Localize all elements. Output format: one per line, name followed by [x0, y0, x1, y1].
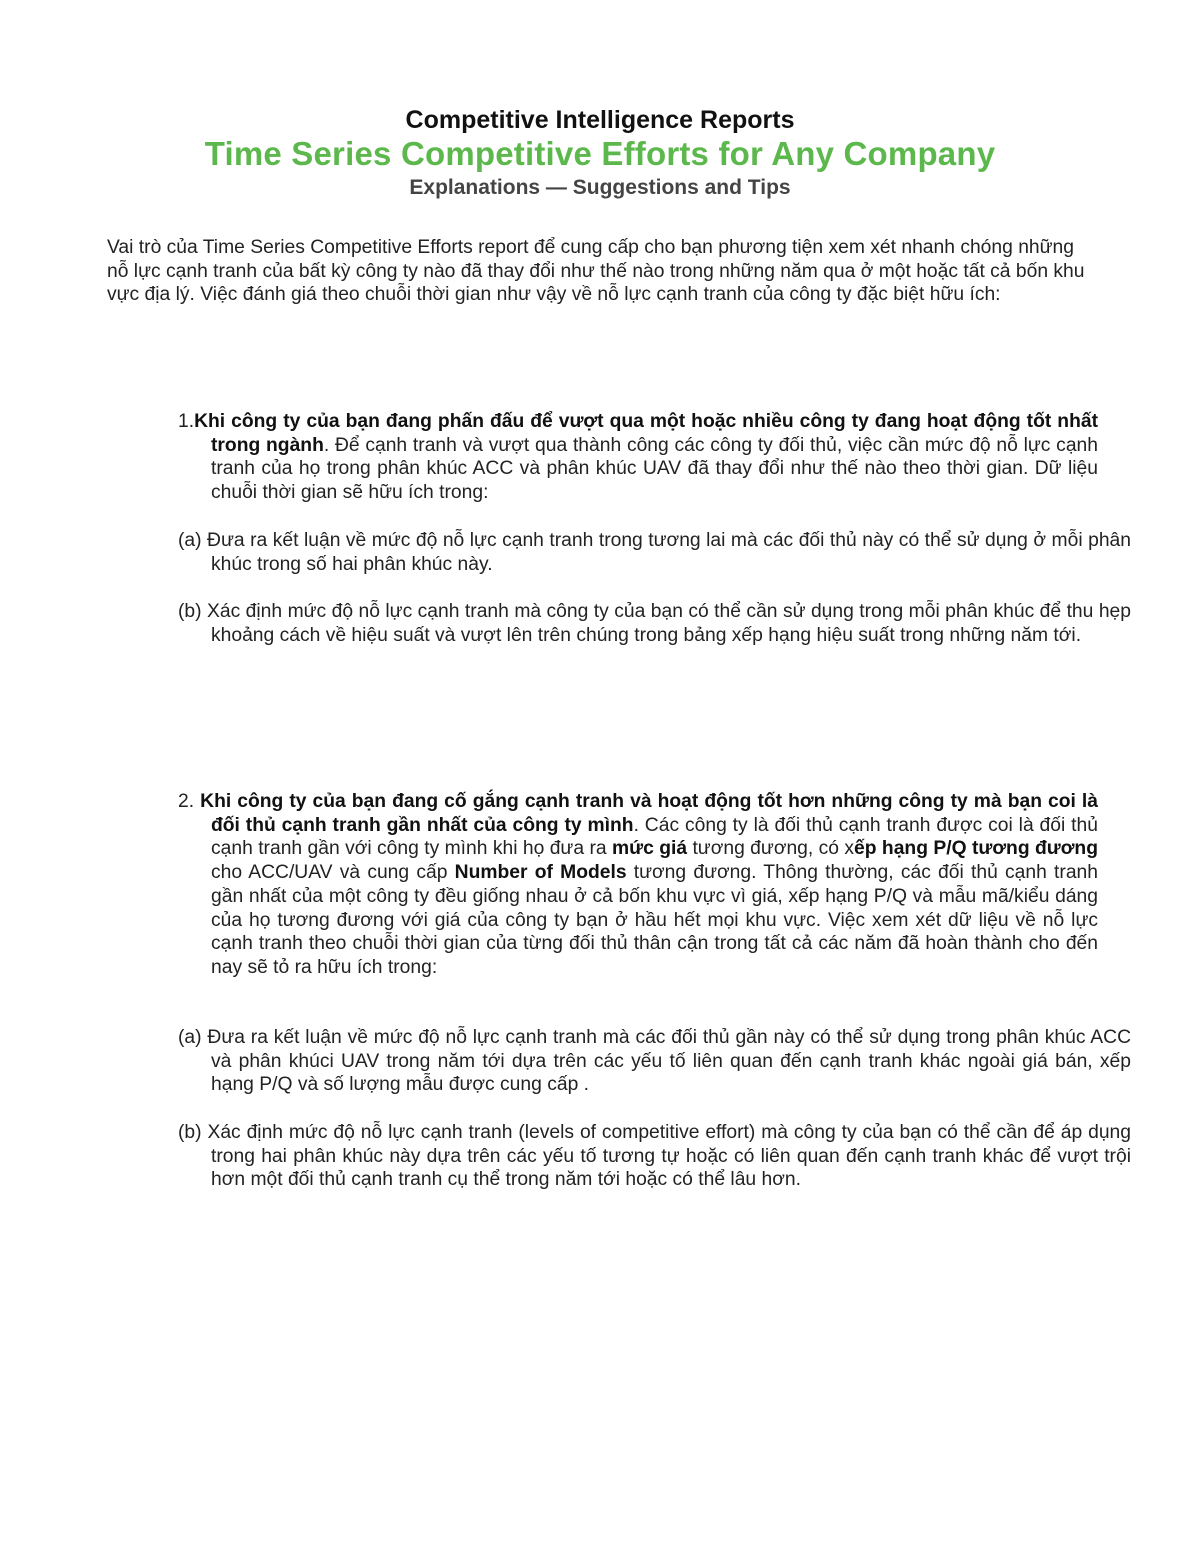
- section-2-text-3: cho ACC/UAV và cung cấp: [211, 862, 455, 884]
- report-title: Competitive Intelligence Reports: [405, 106, 795, 134]
- section-2-lead: [178, 790, 1098, 980]
- section-1-heading: Khi công ty của bạn đang phấn đấu để vượt qua một hoặc nhiều công ty đang hoạt động tốt nhất trong ngành: [194, 411, 1098, 456]
- section-2-text-1: . Các công ty là đối thủ cạnh tranh được coi là đối thủ cạnh tranh gần với công ty mình khi họ đưa ra: [211, 814, 1098, 860]
- report-tagline: Explanations — Suggestions and Tips: [409, 176, 791, 199]
- section-1-lead: [178, 410, 1098, 505]
- section-1-point-b: (b) Xác định mức độ nỗ lực cạnh tranh mà công ty của bạn có thể cần sử dụng trong mỗi phân khúc để thu hẹp khoảng cách về hiệu suất và vượt lên trên chúng trong bảng xếp hạng hiệu suất trong những năm tới.: [178, 601, 1131, 646]
- section-1-number: 1.: [178, 411, 195, 432]
- section-1: [178, 410, 1098, 505]
- intro-paragraph: Vai trò của Time Series Competitive Efforts report để cung cấp cho bạn phương tiện xem xét nhanh chóng những nỗ lực cạnh tranh của bất kỳ công ty nào đã thay đổi như thế nào trong những năm qua ở một hoặc tất cả bốn khu vực địa lý. Việc đánh giá theo chuỗi thời gian như vậy về nỗ lực cạnh tranh của công ty đặc biệt hữu ích:: [107, 237, 1085, 306]
- section-2: [178, 790, 1098, 980]
- section-1-point-a: (a) Đưa ra kết luận về mức độ nỗ lực cạnh tranh trong tương lai mà các đối thủ này có thể sử dụng ở mỗi phân khúc trong số hai phân khúc này.: [178, 530, 1131, 575]
- section-2-text-2: tương đương, có x: [687, 838, 855, 860]
- section-2-point-b: (b) Xác định mức độ nỗ lực cạnh tranh (levels of competitive effort) mà công ty của bạn có thể cần để áp dụng trong hai phân khúc này dựa trên các yếu tố tương tự hoặc có liên quan đến cạnh tranh khác để vượt trội hơn một đối thủ cạnh tranh cụ thể trong năm tới hoặc có thể lâu hơn.: [178, 1122, 1131, 1191]
- section-2-text-4: tương đương. Thông thường, các đối thủ cạnh tranh gần nhất của một công ty đều giống nhau ở cả bốn khu vực vì giá, xếp hạng P/Q và mẫu mã/kiểu dáng của họ tương đương với giá của công ty bạn ở hầu hết mọi khu vực. Việc xem xét dữ liệu về nỗ lực cạnh tranh theo chuỗi thời gian của từng đối thủ thân cận trong tất cả các năm đã hoàn thành cho đến nay sẽ tỏ ra hữu ích trong:: [211, 862, 1098, 978]
- section-2-point-a: (a) Đưa ra kết luận về mức độ nỗ lực cạnh tranh mà các đối thủ gần này có thể sử dụng trong phân khúc ACC và phân khúci UAV trong năm tới dựa trên các yếu tố liên quan đến cạnh tranh khác ngoài giá bán, xếp hạng P/Q và số lượng mẫu được cung cấp .: [178, 1027, 1131, 1096]
- section-2-bold-models: Number of Models: [454, 862, 627, 884]
- report-subtitle: Time Series Competitive Efforts for Any Company: [204, 135, 996, 172]
- section-2-bold-pq: ếp hạng P/Q tương đương: [854, 838, 1098, 860]
- section-2-bold-price: mức giá: [611, 838, 688, 860]
- section-2-heading: Khi công ty của bạn đang cố gắng cạnh tranh và hoạt động tốt hơn những công ty mà bạn coi là đối thủ cạnh tranh gần nhất của công ty mình: [200, 791, 1099, 836]
- section-2-number: 2.: [178, 791, 195, 812]
- section-1-text: . Để cạnh tranh và vượt qua thành công các công ty đối thủ, việc cần mức độ nỗ lực cạnh tranh của họ trong phân khúc ACC và phân khúc UAV đã thay đổi như thế nào theo thời gian. Dữ liệu chuỗi thời gian sẽ hữu ích trong:: [211, 434, 1098, 504]
